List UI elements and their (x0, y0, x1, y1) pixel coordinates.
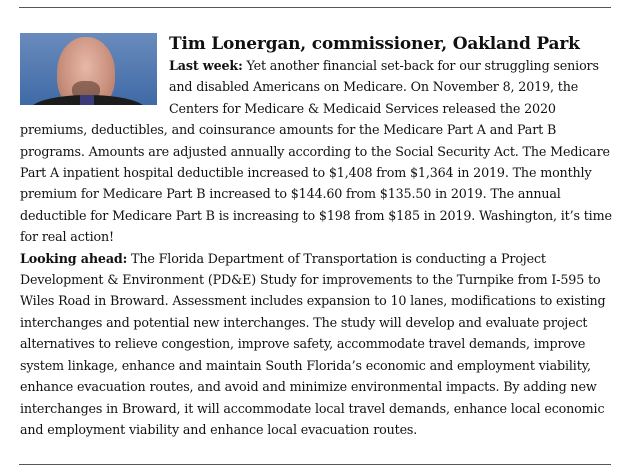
top-divider (19, 7, 611, 8)
last-week-label: Last week: (169, 58, 243, 73)
bottom-divider (19, 464, 611, 465)
person-photo (20, 33, 157, 105)
article-heading: Tim Lonergan, commissioner, Oakland Park (169, 34, 580, 54)
last-week-text: Yet another financial set-back for our struggling seniors and disabled Americans on Medicare. On November 8, 2019, the Centers for Medicare & Medicaid Services released the 2020 premiums, deductibles, and coinsurance amounts for the Medicare Part A and Part B programs. Amounts are adjusted annually according to the Social Security Act. The Medicare Part A inpatient hospital deductible increased to $1,408 from $1,364 in 2019. The monthly premium for Medicare Part B increased to $144.60 from $135.50 in 2019. The annual deductible for Medicare Part B is increasing to $198 from $185 in 2019. Washington, it’s time for real action! (20, 58, 612, 245)
looking-ahead-label: Looking ahead: (20, 250, 128, 266)
commissioner-article (20, 33, 612, 440)
photo-tie-shape (80, 95, 94, 105)
looking-ahead-text: The Florida Department of Transportation is conducting a Project Development & Environment (PD&E) Study for improvements to the Turnpike from I-595 to Wiles Road in Broward. Assessment includes expansion to 10 lanes, modifications to existing interchanges and potential new interchanges. The study will develop and evaluate project alternatives to relieve congestion, improve safety, accommodate travel demands, improve system linkage, enhance and maintain South Florida’s economic and employment viability, enhance evacuation routes, and avoid and minimize environmental impacts. By adding new interchanges in Broward, it will accommodate local travel demands, enhance local economic and employment viability and enhance local evacuation routes. (20, 250, 606, 437)
looking-ahead-paragraph (20, 248, 612, 441)
